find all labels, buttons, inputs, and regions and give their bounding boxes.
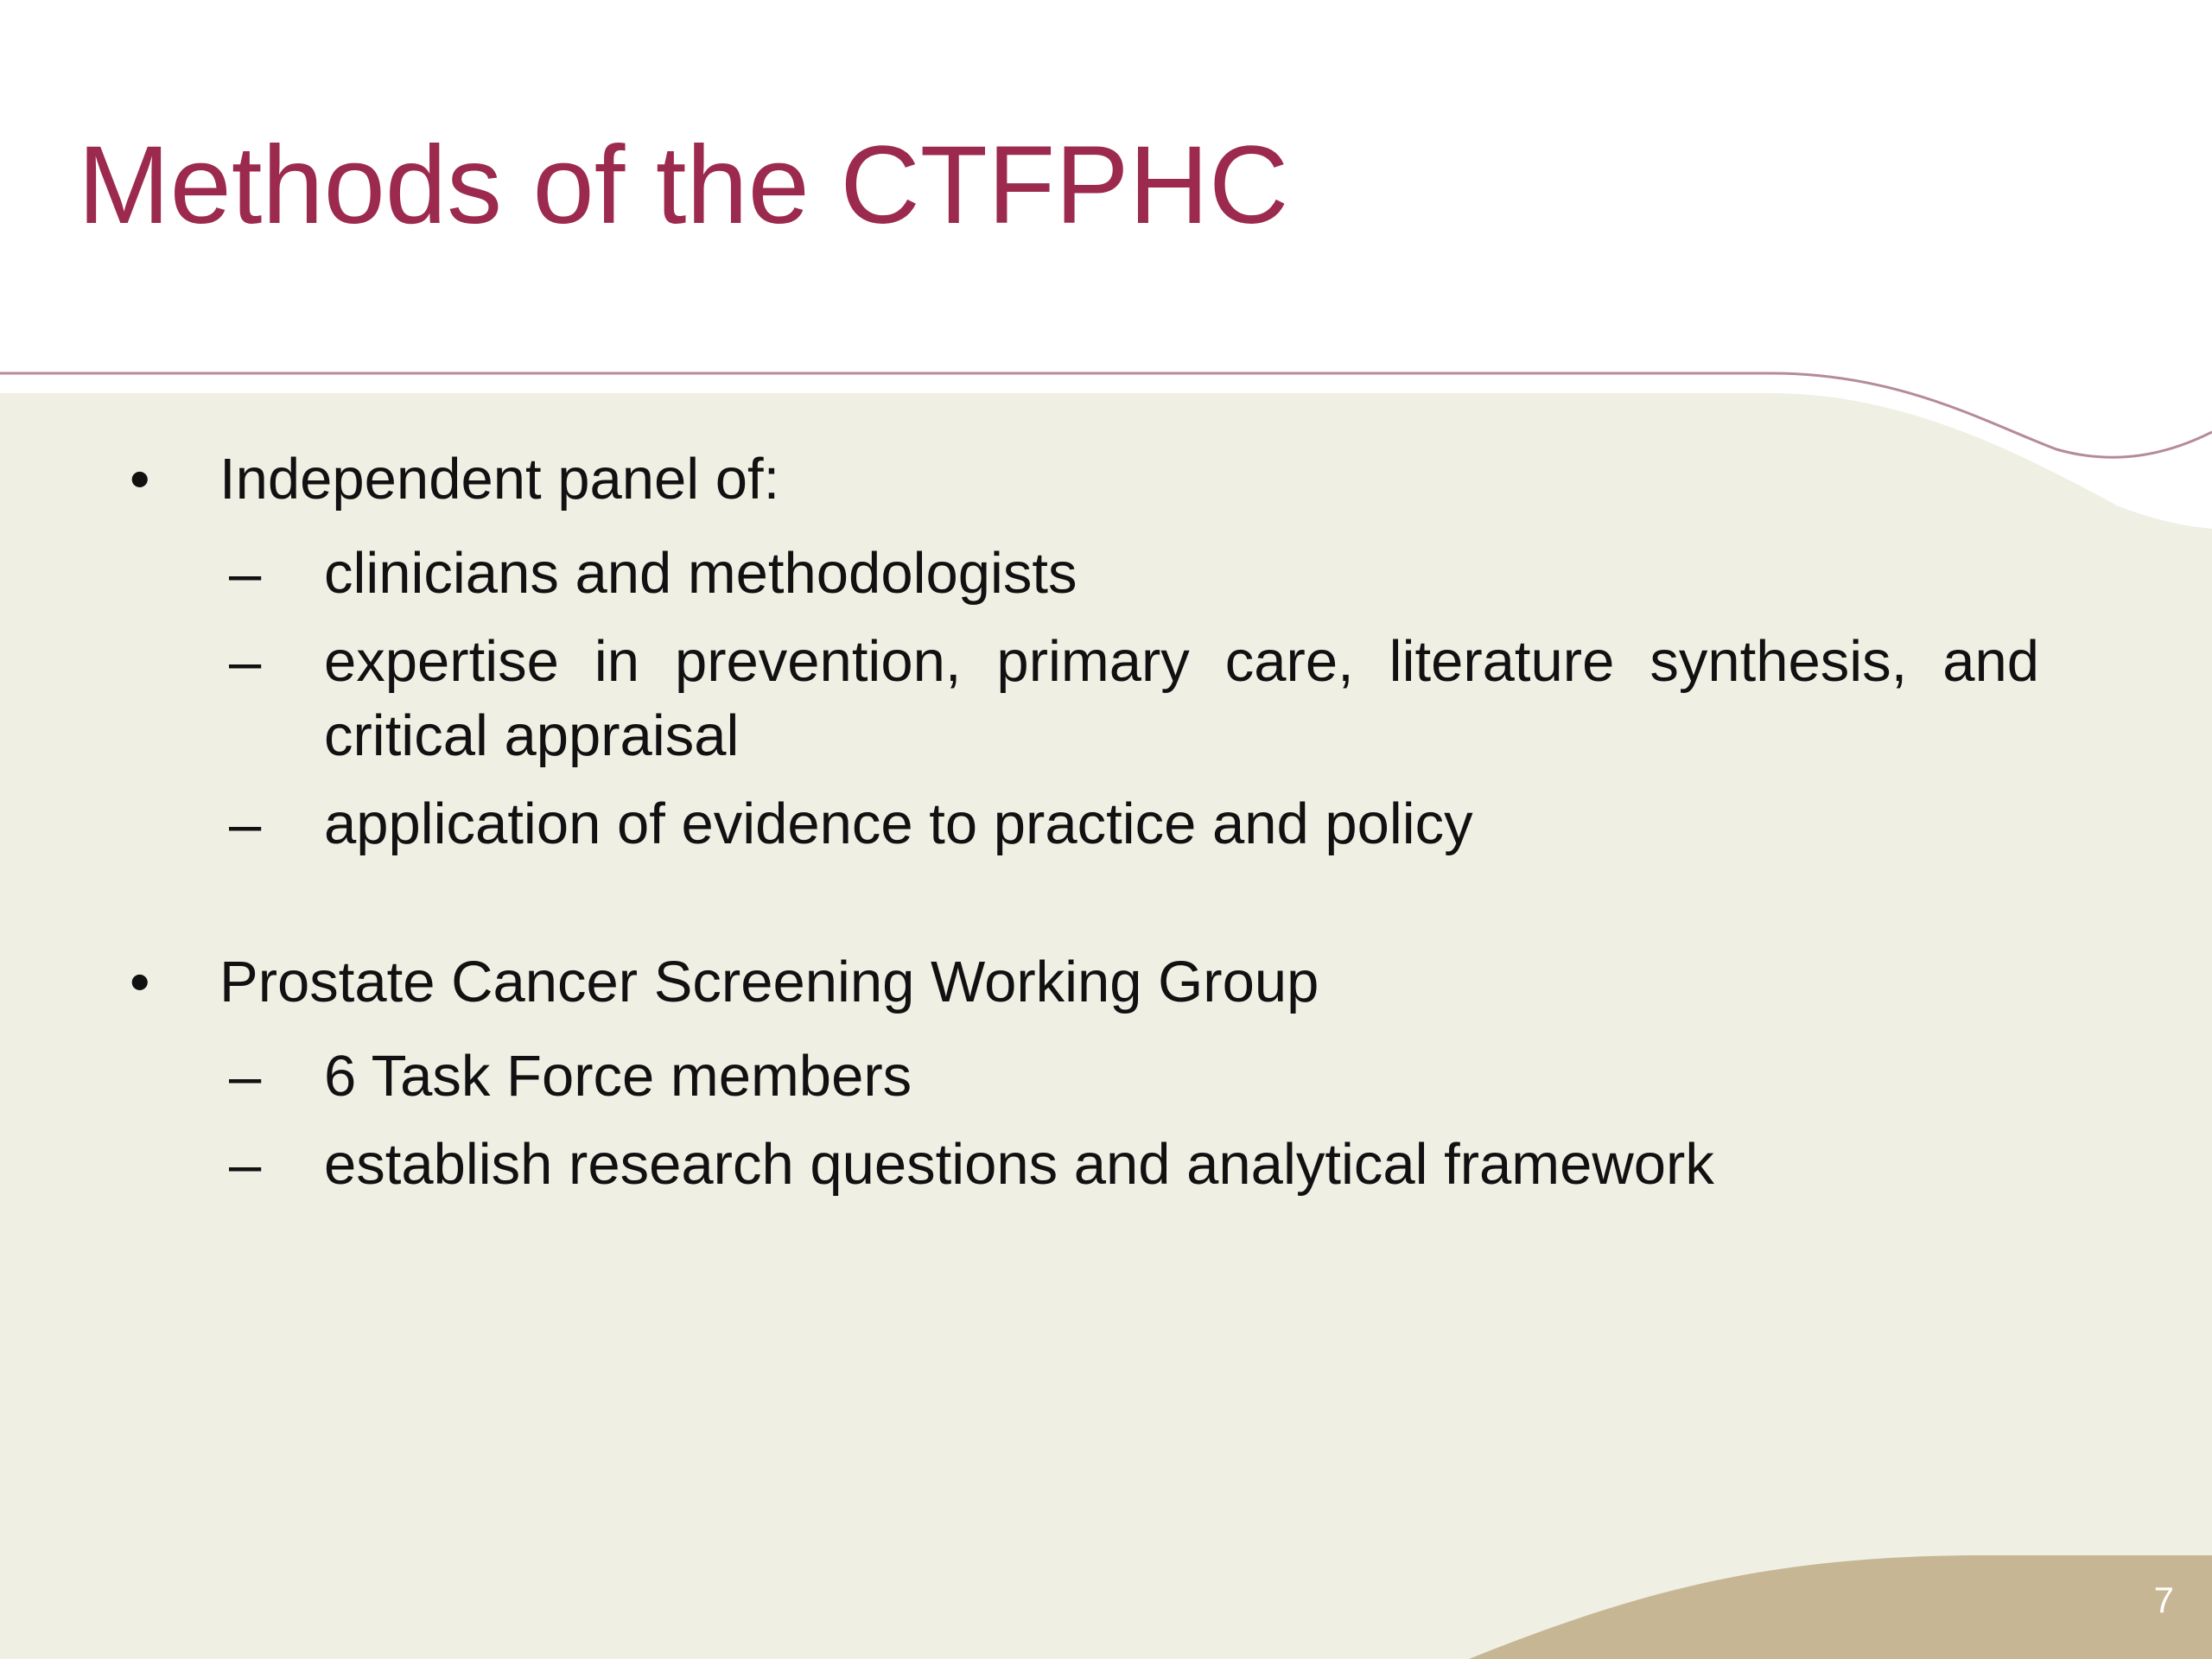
bullet-item — [130, 436, 2039, 523]
sub-bullet-marker: – — [229, 791, 262, 856]
sub-bullet-item — [229, 625, 2039, 773]
sub-bullet-item — [229, 1128, 2039, 1202]
bullet-marker: • — [130, 447, 150, 512]
sub-bullet-marker: – — [229, 1132, 262, 1197]
sub-bullet-item — [229, 787, 2039, 861]
sub-bullet-text: expertise in prevention, primary care, literature synthesis, and critical appraisal — [324, 629, 2039, 768]
spacer — [130, 861, 2039, 939]
slide-content — [130, 436, 2039, 1202]
sub-bullet-text: establish research questions and analytical framework — [324, 1132, 1714, 1197]
bullet-text: Independent panel of: — [219, 447, 780, 512]
sub-bullet-item — [229, 1039, 2039, 1114]
sub-bullet-text: clinicians and methodologists — [324, 541, 1077, 606]
bullet-item — [130, 939, 2039, 1026]
sub-bullet-marker: – — [229, 629, 262, 694]
sub-bullet-item — [229, 537, 2039, 611]
page-number: 7 — [2153, 1580, 2174, 1620]
bullet-text: Prostate Cancer Screening Working Group — [219, 950, 1319, 1014]
sub-bullet-marker: – — [229, 541, 262, 606]
sub-bullet-text: 6 Task Force members — [324, 1044, 912, 1109]
bullet-marker: • — [130, 950, 150, 1014]
slide-title: Methods of the CTFPHC — [78, 124, 1289, 247]
sub-bullet-text: application of evidence to practice and policy — [324, 791, 1473, 856]
sub-bullet-marker: – — [229, 1044, 262, 1109]
